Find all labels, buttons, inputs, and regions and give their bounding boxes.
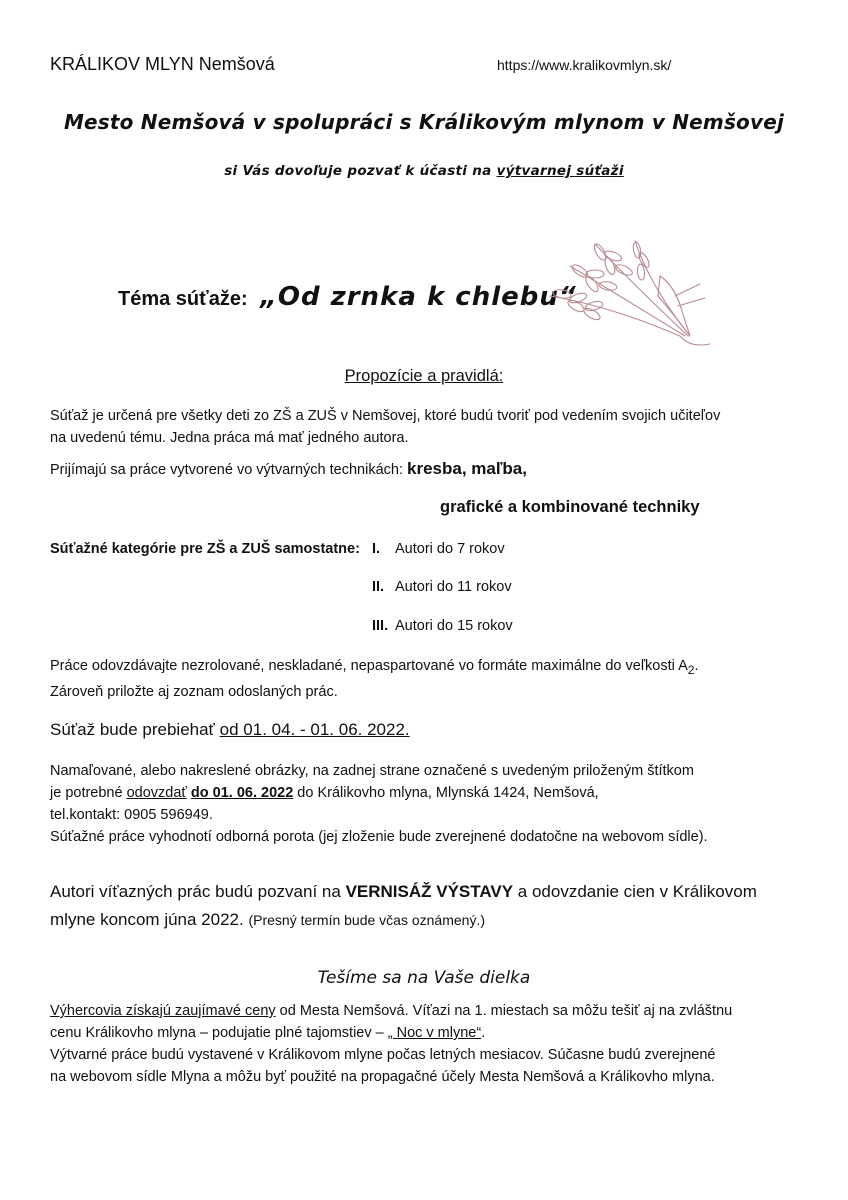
category-item — [372, 579, 512, 595]
prizes-line-4: na webovom sídle Mlyna a môžu byť použité na propagačné účely Mesta Nemšová a Králikovho mlyna. — [50, 1069, 715, 1085]
techniques-line — [50, 458, 527, 481]
submission-line-1 — [50, 655, 810, 681]
theme-label: Téma súťaže: — [118, 288, 248, 310]
instructions-line-1: Namaľované, alebo nakreslené obrázky, na zadnej strane označené s uvedeným priloženým štítkom — [50, 763, 694, 779]
invitation-headline: Mesto Nemšová v spolupráci s Králikovým mlynom v Nemšovej — [63, 110, 785, 134]
prizes-paragraph — [50, 1000, 820, 1088]
prizes-line-2-prefix: cenu Králikovho mlyna – podujatie plné tajomstiev – — [50, 1025, 388, 1041]
winners-suffix: a odovzdanie cien v Králikovom — [513, 882, 757, 901]
techniques-prefix: Prijímajú sa práce vytvorené vo výtvarných technikách: — [50, 462, 408, 478]
night-in-mill-event: „ Noc v mlyne“ — [387, 1025, 482, 1041]
winners-prefix: Autori víťazných prác budú pozvaní na — [50, 882, 346, 901]
category-item — [372, 541, 505, 557]
competition-period — [50, 720, 410, 740]
period-prefix: Súťaž bude prebiehať — [50, 720, 220, 739]
categories-label: Súťažné kategórie pre ZŠ a ZUŠ samostatne: — [50, 541, 360, 557]
prizes-line-2 — [50, 1022, 820, 1044]
category-number: I. — [372, 541, 381, 557]
submission-note — [50, 655, 810, 703]
website-url[interactable]: https://www.kralikovmlyn.sk/ — [497, 57, 672, 73]
winners-line-2: mlyne koncom júna 2022. — [50, 910, 249, 929]
prizes-highlight: Výhercovia získajú zaujímavé ceny — [50, 1003, 276, 1019]
theme-title: „Od zrnka k chlebu“ — [260, 282, 577, 312]
category-item — [372, 618, 513, 634]
techniques-primary: kresba, maľba, — [407, 459, 527, 478]
jury-note: Súťažné práce vyhodnotí odborná porota (jej zloženie bude zverejnené dodatočne na webovom sídle). — [50, 829, 708, 845]
winners-announcement — [50, 878, 810, 934]
instructions-line-2-prefix: je potrebné — [50, 785, 127, 801]
submission-line-1-text: Práce odovzdávajte nezrolované, neskladané, nepaspartované vo formáte maximálne do veľkosti A — [50, 658, 688, 674]
period-dates: od 01. 04. - 01. 06. 2022. — [219, 720, 410, 739]
deadline-date: do 01. 06. 2022 — [190, 785, 294, 801]
category-text: Autori do 7 rokov — [395, 541, 505, 557]
instructions-line-2 — [50, 782, 820, 804]
prizes-line-2-end: . — [481, 1025, 486, 1041]
submission-line-1-end: . — [694, 658, 699, 674]
deliver-word: odovzdať — [126, 785, 187, 801]
organization-name: KRÁLIKOV MLYN Nemšová — [50, 54, 275, 74]
contact-phone: tel.kontakt: 0905 596949. — [50, 807, 213, 823]
format-subscript: 2 — [687, 662, 695, 677]
exhibition-vernissage: VERNISÁŽ VÝSTAVY — [345, 882, 514, 901]
intro-line-1: Súťaž je určená pre všetky deti zo ZŠ a ZUŠ v Nemšovej, ktoré budú tvoriť pod vedením svojich učiteľov — [50, 408, 721, 424]
category-text: Autori do 11 rokov — [395, 579, 512, 595]
invitation-subline — [0, 163, 848, 179]
winners-date-note: (Presný termín bude včas oznámený.) — [248, 912, 485, 928]
techniques-secondary: grafické a kombinované techniky — [440, 498, 700, 516]
category-number: III. — [372, 618, 389, 634]
submission-line-2: Zároveň priložte aj zoznam odoslaných prác. — [50, 683, 338, 700]
delivery-address: do Králikovho mlyna, Mlynská 1424, Nemšová, — [293, 785, 599, 801]
rules-heading: Propozície a pravidlá: — [344, 367, 504, 385]
subline-prefix: si Vás dovoľuje pozvať k účasti na — [224, 163, 497, 179]
prizes-line-1 — [50, 1000, 820, 1022]
prizes-line-1-rest: od Mesta Nemšová. Víťazi na 1. miestach sa môžu tešiť aj na zvláštnu — [275, 1003, 733, 1019]
competition-theme — [118, 282, 577, 312]
category-number: II. — [372, 579, 385, 595]
prizes-line-3: Výtvarné práce budú vystavené v Králikovom mlyne počas letných mesiacov. Súčasne budú zverejnené — [50, 1047, 716, 1063]
closing-heading: Tešíme sa na Vaše dielka — [317, 968, 531, 988]
delivery-instructions — [50, 760, 820, 848]
category-text: Autori do 15 rokov — [395, 618, 513, 634]
intro-line-2: na uvedenú tému. Jedna práca má mať jedného autora. — [50, 430, 409, 446]
wheat-ears-illustration — [540, 236, 720, 356]
subline-emphasis: výtvarnej súťaži — [496, 163, 624, 179]
intro-paragraph — [50, 405, 810, 449]
